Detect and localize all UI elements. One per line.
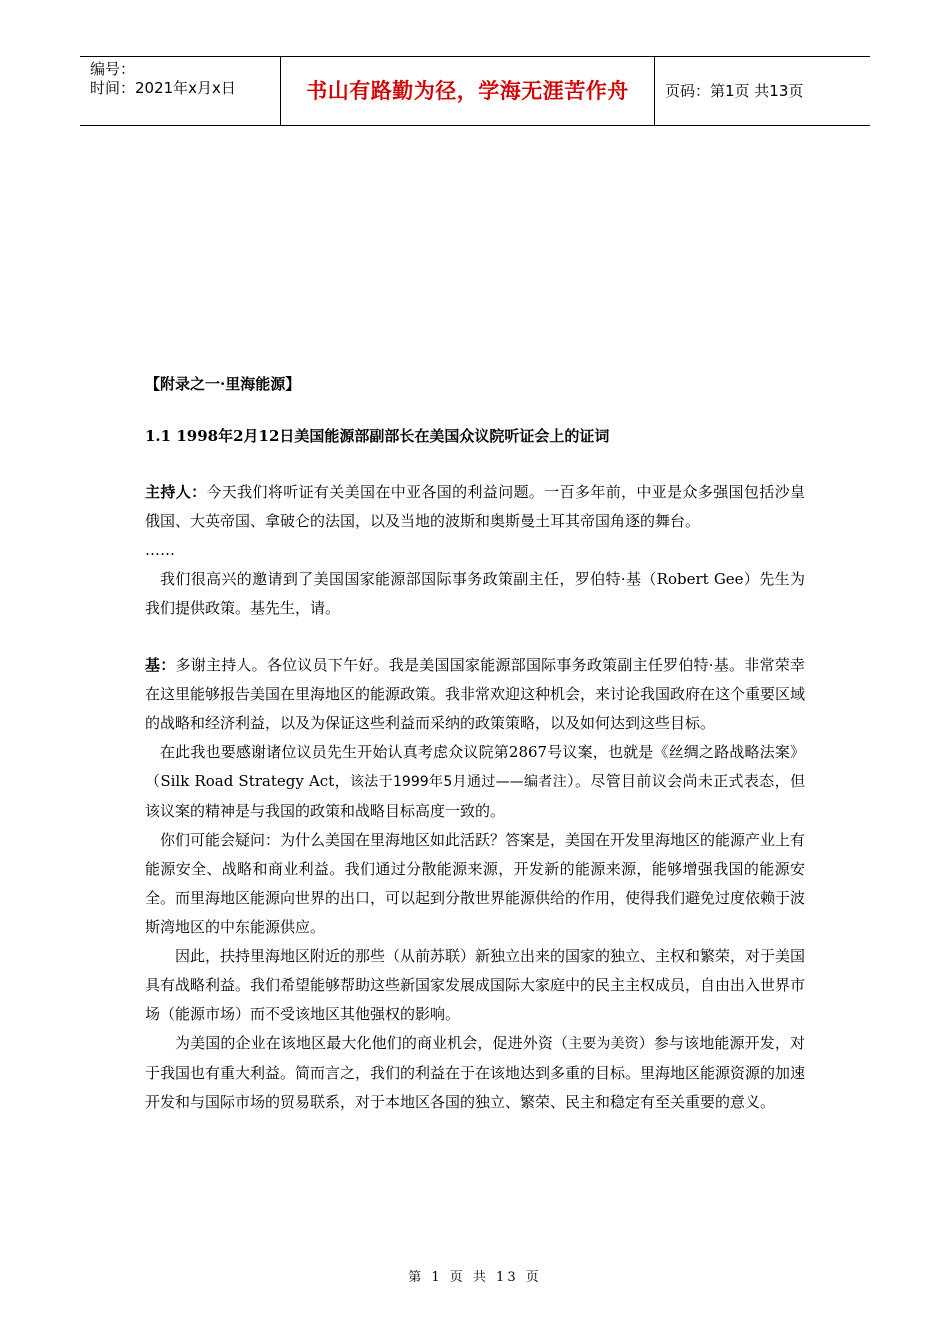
editor-note: 该法于1999年5月通过——编者注 (349, 774, 568, 790)
paragraph-commercial-text-a: 为美国的企业在该地区最大化他们的商业机会，促进外资（ (175, 1034, 569, 1052)
ellipsis: …… (145, 541, 175, 559)
speaker-label-gee: 基： (145, 656, 176, 674)
header-motto-cell (281, 57, 655, 125)
paragraph-silk-road-text-a: 在此我也要感谢诸位议员先生开始认真考虑众议院第2867号议案，也就是《丝绸之路战略法案》（Silk Road Strategy Act， (145, 743, 805, 790)
doc-number-label: 编号： (90, 60, 136, 78)
paragraph-invitation: 我们很高兴的邀请到了美国国家能源部国际事务政策副主任，罗伯特·基（Robert Gee）先生为我们提供政策。基先生，请。 (145, 570, 805, 617)
page-footer: 第 1 页 共 13 页 (408, 1270, 542, 1285)
header-page-code: 页码：第1页 共13页 (665, 82, 804, 100)
paragraph-gee-intro (145, 651, 805, 738)
paragraph-why-active: 你们可能会疑问：为什么美国在里海地区如此活跃？答案是，美国在开发里海地区的能源产业上有能源安全、战略和商业利益。我们通过分散能源来源，开发新的能源来源，能够增强我国的能源安全。而里海地区能源向世界的出口，可以起到分散世界能源供给的作用，使得我们避免过度依赖于波斯湾地区的中东能源供应。 (145, 831, 806, 936)
speaker-label-host: 主持人： (145, 483, 207, 501)
paragraph-host (145, 478, 805, 536)
investment-note: 主要为美资 (568, 1036, 639, 1052)
section-title: 1.1 1998年2月12日美国能源部副部长在美国众议院听证会上的证词 (145, 427, 610, 445)
doc-date-label: 时间：2021年x月x日 (90, 79, 236, 97)
paragraph-host-text: 今天我们将听证有关美国在中亚各国的利益问题。一百多年前，中亚是众多强国包括沙皇俄国、大英帝国、拿破仑的法国，以及当地的波斯和奥斯曼土耳其帝国角逐的舞台。 (145, 483, 805, 530)
paragraph-strategic-interest: 因此，扶持里海地区附近的那些（从前苏联）新独立出来的国家的独立、主权和繁荣，对于美国具有战略利益。我们希望能够帮助这些新国家发展成国际大家庭中的民主主权成员，自由出入世界市场（能源市场）而不受该地区其他强权的影响。 (145, 947, 806, 1023)
paragraph-commercial-interest (145, 1029, 805, 1117)
paragraph-silk-road-text-b: ）。尽管目前议会尚未正式表态，但该议案的精神是与我国的政策和战略目标高度一致的。 (145, 772, 805, 820)
header-meta-cell (80, 57, 281, 125)
paragraph-silk-road (145, 738, 805, 826)
page-header (80, 56, 870, 126)
header-motto: 书山有路勤为径，学海无涯苦作舟 (306, 79, 629, 103)
paragraph-gee-intro-text: 多谢主持人。各位议员下午好。我是美国国家能源部国际事务政策副主任罗伯特·基。非常荣幸在这里能够报告美国在里海地区的能源政策。我非常欢迎这种机会，来讨论我国政府在这个重要区域的战略和经济利益，以及为保证这些利益而采纳的政策策略，以及如何达到这些目标。 (145, 656, 806, 732)
header-page-cell (655, 57, 870, 125)
document-body (145, 370, 805, 1117)
paragraph-commercial-text-b: ）参与该地能源开发，对于我国也有重大利益。简而言之，我们的利益在于在该地达到多重的目标。里海地区能源资源的加速开发和与国际市场的贸易联系，对于本地区各国的独立、繁荣、民主和稳定有至关重要的意义。 (145, 1034, 806, 1111)
appendix-title: 【附录之一·里海能源】 (145, 375, 301, 393)
